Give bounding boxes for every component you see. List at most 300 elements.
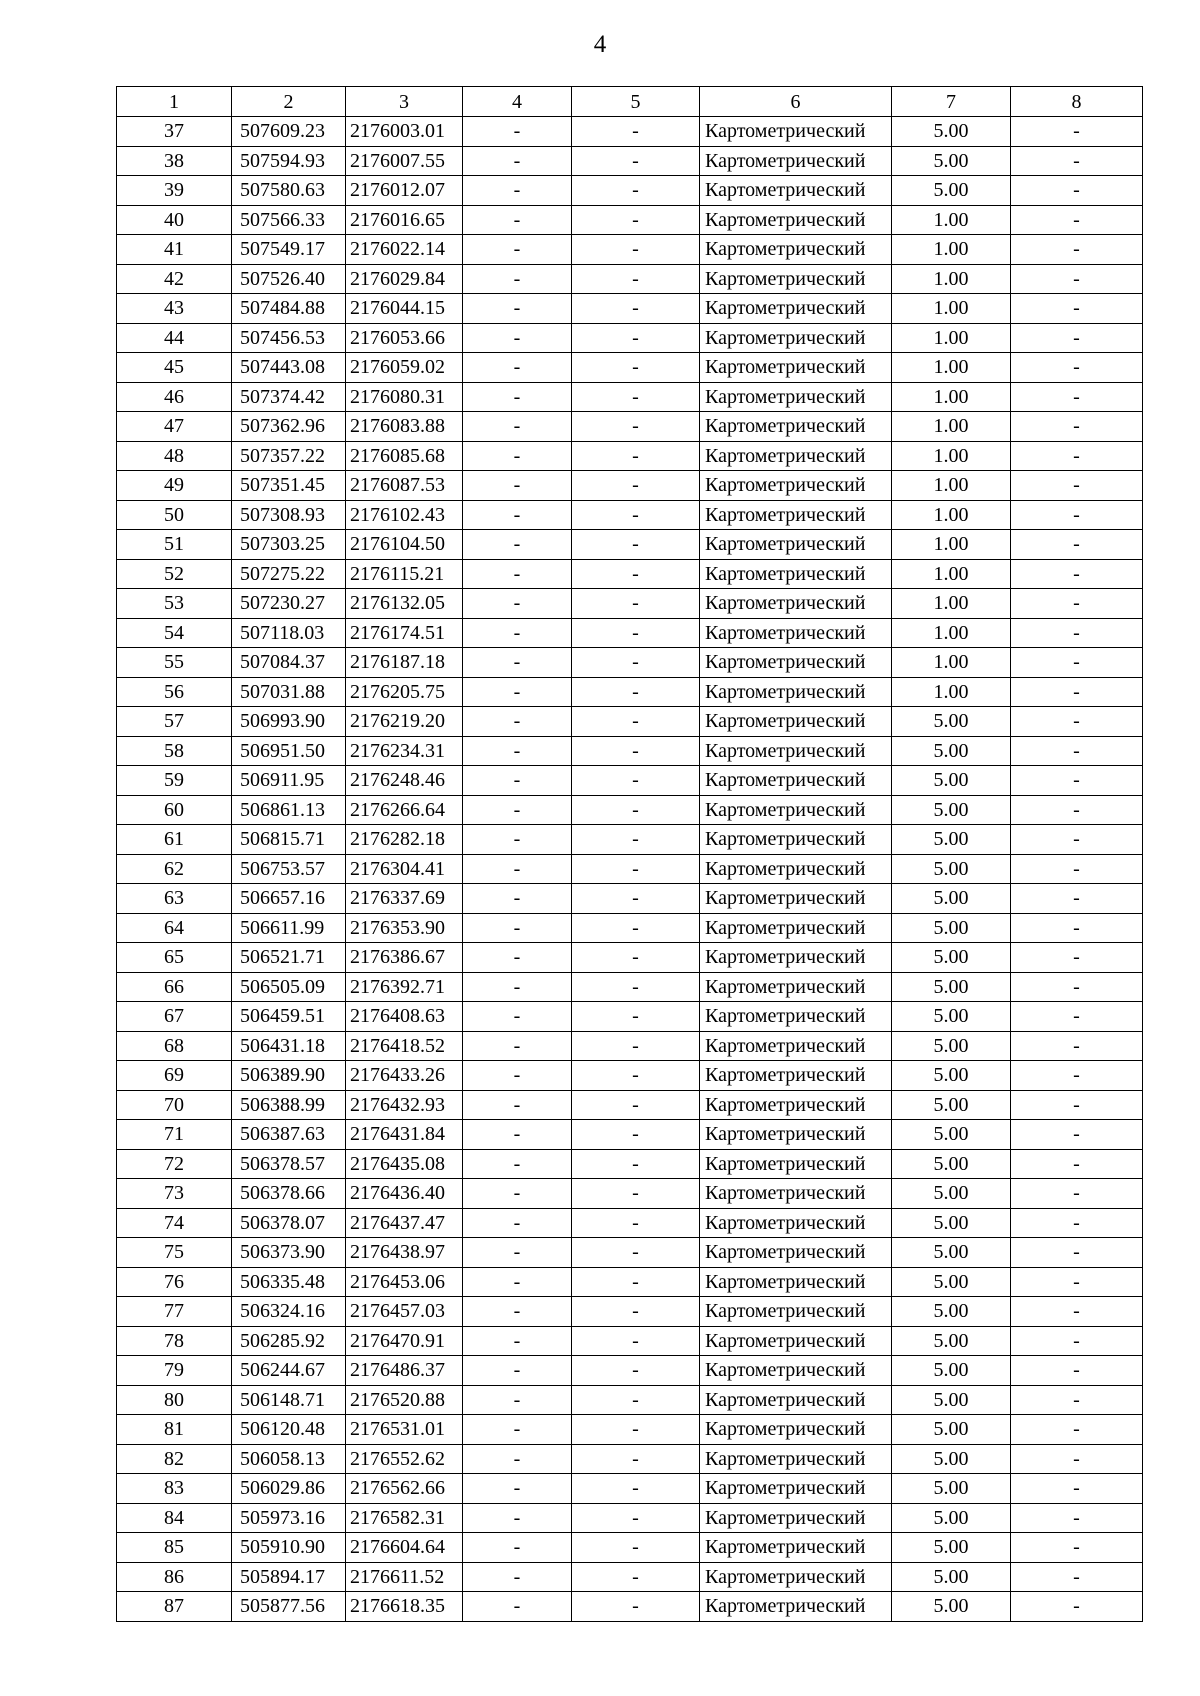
- column-8-cell: -: [1011, 795, 1143, 825]
- column-8-cell: -: [1011, 589, 1143, 619]
- column-5-cell: -: [572, 648, 700, 678]
- column-8-cell: -: [1011, 1415, 1143, 1445]
- y-coordinate-cell: 2176132.05: [346, 589, 463, 619]
- x-coordinate-cell: 507118.03: [232, 618, 346, 648]
- point-number-cell: 38: [117, 146, 232, 176]
- column-5-cell: -: [572, 677, 700, 707]
- column-5-cell: -: [572, 825, 700, 855]
- y-coordinate-cell: 2176059.02: [346, 353, 463, 383]
- column-8-cell: -: [1011, 825, 1143, 855]
- column-4-cell: -: [463, 1474, 572, 1504]
- table-row: [117, 500, 1143, 530]
- x-coordinate-cell: 507308.93: [232, 500, 346, 530]
- column-4-cell: -: [463, 736, 572, 766]
- method-cell: Картометрический: [700, 648, 892, 678]
- method-cell: Картометрический: [700, 500, 892, 530]
- column-8-cell: -: [1011, 1474, 1143, 1504]
- column-8-cell: -: [1011, 766, 1143, 796]
- y-coordinate-cell: 2176453.06: [346, 1267, 463, 1297]
- column-8-cell: -: [1011, 677, 1143, 707]
- accuracy-cell: 5.00: [892, 1208, 1011, 1238]
- point-number-cell: 54: [117, 618, 232, 648]
- accuracy-cell: 5.00: [892, 176, 1011, 206]
- method-cell: Картометрический: [700, 1061, 892, 1091]
- x-coordinate-cell: 505973.16: [232, 1503, 346, 1533]
- column-5-cell: -: [572, 884, 700, 914]
- x-coordinate-cell: 507580.63: [232, 176, 346, 206]
- point-number-cell: 65: [117, 943, 232, 973]
- table-row: [117, 707, 1143, 737]
- accuracy-cell: 5.00: [892, 1562, 1011, 1592]
- y-coordinate-cell: 2176029.84: [346, 264, 463, 294]
- column-5-cell: -: [572, 1592, 700, 1622]
- method-cell: Картометрический: [700, 1031, 892, 1061]
- column-8-cell: -: [1011, 854, 1143, 884]
- column-5-cell: -: [572, 1179, 700, 1209]
- table-row: [117, 441, 1143, 471]
- x-coordinate-cell: 505894.17: [232, 1562, 346, 1592]
- column-4-cell: -: [463, 1208, 572, 1238]
- column-8-cell: -: [1011, 1503, 1143, 1533]
- column-8-cell: -: [1011, 382, 1143, 412]
- accuracy-cell: 5.00: [892, 1238, 1011, 1268]
- column-5-cell: -: [572, 1533, 700, 1563]
- table-row: [117, 353, 1143, 383]
- x-coordinate-cell: 506753.57: [232, 854, 346, 884]
- point-number-cell: 70: [117, 1090, 232, 1120]
- method-cell: Картометрический: [700, 589, 892, 619]
- accuracy-cell: 5.00: [892, 1326, 1011, 1356]
- column-8-cell: -: [1011, 264, 1143, 294]
- method-cell: Картометрический: [700, 943, 892, 973]
- x-coordinate-cell: 506459.51: [232, 1002, 346, 1032]
- column-5-cell: -: [572, 1002, 700, 1032]
- column-5-cell: -: [572, 1238, 700, 1268]
- column-8-cell: -: [1011, 1592, 1143, 1622]
- column-8-cell: -: [1011, 205, 1143, 235]
- y-coordinate-cell: 2176431.84: [346, 1120, 463, 1150]
- column-5-cell: -: [572, 117, 700, 147]
- point-number-cell: 87: [117, 1592, 232, 1622]
- x-coordinate-cell: 507484.88: [232, 294, 346, 324]
- column-header: 8: [1011, 87, 1143, 117]
- x-coordinate-cell: 506388.99: [232, 1090, 346, 1120]
- column-4-cell: -: [463, 648, 572, 678]
- method-cell: Картометрический: [700, 1415, 892, 1445]
- accuracy-cell: 5.00: [892, 766, 1011, 796]
- point-number-cell: 74: [117, 1208, 232, 1238]
- column-5-cell: -: [572, 146, 700, 176]
- accuracy-cell: 1.00: [892, 677, 1011, 707]
- x-coordinate-cell: 506505.09: [232, 972, 346, 1002]
- column-8-cell: -: [1011, 648, 1143, 678]
- table-row: [117, 1061, 1143, 1091]
- column-5-cell: -: [572, 294, 700, 324]
- accuracy-cell: 1.00: [892, 471, 1011, 501]
- column-header: 4: [463, 87, 572, 117]
- column-4-cell: -: [463, 559, 572, 589]
- point-number-cell: 42: [117, 264, 232, 294]
- method-cell: Картометрический: [700, 235, 892, 265]
- method-cell: Картометрический: [700, 530, 892, 560]
- column-5-cell: -: [572, 618, 700, 648]
- column-4-cell: -: [463, 677, 572, 707]
- x-coordinate-cell: 506058.13: [232, 1444, 346, 1474]
- column-8-cell: -: [1011, 1356, 1143, 1386]
- column-4-cell: -: [463, 176, 572, 206]
- column-4-cell: -: [463, 825, 572, 855]
- y-coordinate-cell: 2176386.67: [346, 943, 463, 973]
- accuracy-cell: 5.00: [892, 707, 1011, 737]
- column-4-cell: -: [463, 766, 572, 796]
- method-cell: Картометрический: [700, 1562, 892, 1592]
- y-coordinate-cell: 2176392.71: [346, 972, 463, 1002]
- point-number-cell: 68: [117, 1031, 232, 1061]
- column-5-cell: -: [572, 766, 700, 796]
- y-coordinate-cell: 2176044.15: [346, 294, 463, 324]
- table-row: [117, 1090, 1143, 1120]
- column-5-cell: -: [572, 795, 700, 825]
- x-coordinate-cell: 506861.13: [232, 795, 346, 825]
- accuracy-cell: 1.00: [892, 648, 1011, 678]
- point-number-cell: 40: [117, 205, 232, 235]
- y-coordinate-cell: 2176085.68: [346, 441, 463, 471]
- table-row: [117, 1238, 1143, 1268]
- point-number-cell: 59: [117, 766, 232, 796]
- y-coordinate-cell: 2176436.40: [346, 1179, 463, 1209]
- column-4-cell: -: [463, 1267, 572, 1297]
- column-header: 5: [572, 87, 700, 117]
- column-4-cell: -: [463, 1179, 572, 1209]
- column-5-cell: -: [572, 205, 700, 235]
- accuracy-cell: 5.00: [892, 943, 1011, 973]
- method-cell: Картометрический: [700, 618, 892, 648]
- table-row: [117, 1385, 1143, 1415]
- column-8-cell: -: [1011, 736, 1143, 766]
- column-4-cell: -: [463, 264, 572, 294]
- y-coordinate-cell: 2176234.31: [346, 736, 463, 766]
- column-8-cell: -: [1011, 1238, 1143, 1268]
- column-4-cell: -: [463, 117, 572, 147]
- point-number-cell: 81: [117, 1415, 232, 1445]
- point-number-cell: 41: [117, 235, 232, 265]
- point-number-cell: 51: [117, 530, 232, 560]
- x-coordinate-cell: 507275.22: [232, 559, 346, 589]
- method-cell: Картометрический: [700, 1238, 892, 1268]
- column-5-cell: -: [572, 707, 700, 737]
- x-coordinate-cell: 507526.40: [232, 264, 346, 294]
- column-4-cell: -: [463, 412, 572, 442]
- accuracy-cell: 1.00: [892, 559, 1011, 589]
- method-cell: Картометрический: [700, 766, 892, 796]
- point-number-cell: 46: [117, 382, 232, 412]
- column-5-cell: -: [572, 353, 700, 383]
- y-coordinate-cell: 2176531.01: [346, 1415, 463, 1445]
- method-cell: Картометрический: [700, 1179, 892, 1209]
- column-8-cell: -: [1011, 1326, 1143, 1356]
- table-row: [117, 736, 1143, 766]
- method-cell: Картометрический: [700, 412, 892, 442]
- y-coordinate-cell: 2176552.62: [346, 1444, 463, 1474]
- y-coordinate-cell: 2176219.20: [346, 707, 463, 737]
- column-8-cell: -: [1011, 884, 1143, 914]
- point-number-cell: 37: [117, 117, 232, 147]
- x-coordinate-cell: 506911.95: [232, 766, 346, 796]
- y-coordinate-cell: 2176437.47: [346, 1208, 463, 1238]
- column-8-cell: -: [1011, 294, 1143, 324]
- column-4-cell: -: [463, 1415, 572, 1445]
- table-row: [117, 913, 1143, 943]
- method-cell: Картометрический: [700, 1120, 892, 1150]
- column-5-cell: -: [572, 176, 700, 206]
- accuracy-cell: 5.00: [892, 1592, 1011, 1622]
- column-4-cell: -: [463, 795, 572, 825]
- x-coordinate-cell: 505910.90: [232, 1533, 346, 1563]
- y-coordinate-cell: 2176022.14: [346, 235, 463, 265]
- table-row: [117, 1267, 1143, 1297]
- accuracy-cell: 1.00: [892, 294, 1011, 324]
- y-coordinate-cell: 2176353.90: [346, 913, 463, 943]
- column-4-cell: -: [463, 884, 572, 914]
- column-5-cell: -: [572, 1562, 700, 1592]
- x-coordinate-cell: 507303.25: [232, 530, 346, 560]
- table-row: [117, 1120, 1143, 1150]
- table-row: [117, 1326, 1143, 1356]
- point-number-cell: 77: [117, 1297, 232, 1327]
- column-4-cell: -: [463, 707, 572, 737]
- header-row: [117, 87, 1143, 117]
- column-5-cell: -: [572, 1326, 700, 1356]
- point-number-cell: 50: [117, 500, 232, 530]
- accuracy-cell: 5.00: [892, 1533, 1011, 1563]
- x-coordinate-cell: 506148.71: [232, 1385, 346, 1415]
- method-cell: Картометрический: [700, 972, 892, 1002]
- column-5-cell: -: [572, 1120, 700, 1150]
- y-coordinate-cell: 2176304.41: [346, 854, 463, 884]
- accuracy-cell: 5.00: [892, 1031, 1011, 1061]
- accuracy-cell: 1.00: [892, 412, 1011, 442]
- table-row: [117, 205, 1143, 235]
- y-coordinate-cell: 2176582.31: [346, 1503, 463, 1533]
- x-coordinate-cell: 507357.22: [232, 441, 346, 471]
- column-8-cell: -: [1011, 235, 1143, 265]
- table-row: [117, 1031, 1143, 1061]
- x-coordinate-cell: 506378.07: [232, 1208, 346, 1238]
- accuracy-cell: 1.00: [892, 382, 1011, 412]
- column-4-cell: -: [463, 1149, 572, 1179]
- column-4-cell: -: [463, 1385, 572, 1415]
- column-5-cell: -: [572, 559, 700, 589]
- point-number-cell: 63: [117, 884, 232, 914]
- table-row: [117, 618, 1143, 648]
- column-4-cell: -: [463, 323, 572, 353]
- table-row: [117, 146, 1143, 176]
- column-8-cell: -: [1011, 412, 1143, 442]
- y-coordinate-cell: 2176470.91: [346, 1326, 463, 1356]
- column-4-cell: -: [463, 1356, 572, 1386]
- y-coordinate-cell: 2176187.18: [346, 648, 463, 678]
- method-cell: Картометрический: [700, 1326, 892, 1356]
- y-coordinate-cell: 2176562.66: [346, 1474, 463, 1504]
- table-row: [117, 972, 1143, 1002]
- y-coordinate-cell: 2176174.51: [346, 618, 463, 648]
- point-number-cell: 61: [117, 825, 232, 855]
- point-number-cell: 82: [117, 1444, 232, 1474]
- table-row: [117, 677, 1143, 707]
- column-4-cell: -: [463, 471, 572, 501]
- accuracy-cell: 5.00: [892, 972, 1011, 1002]
- column-8-cell: -: [1011, 1297, 1143, 1327]
- method-cell: Картометрический: [700, 1592, 892, 1622]
- accuracy-cell: 5.00: [892, 884, 1011, 914]
- table-row: [117, 1592, 1143, 1622]
- table-row: [117, 1503, 1143, 1533]
- x-coordinate-cell: 507549.17: [232, 235, 346, 265]
- column-5-cell: -: [572, 1503, 700, 1533]
- x-coordinate-cell: 507031.88: [232, 677, 346, 707]
- x-coordinate-cell: 506373.90: [232, 1238, 346, 1268]
- point-number-cell: 80: [117, 1385, 232, 1415]
- column-5-cell: -: [572, 972, 700, 1002]
- point-number-cell: 84: [117, 1503, 232, 1533]
- column-4-cell: -: [463, 530, 572, 560]
- column-8-cell: -: [1011, 618, 1143, 648]
- column-4-cell: -: [463, 1562, 572, 1592]
- point-number-cell: 66: [117, 972, 232, 1002]
- x-coordinate-cell: 506993.90: [232, 707, 346, 737]
- column-4-cell: -: [463, 294, 572, 324]
- accuracy-cell: 5.00: [892, 117, 1011, 147]
- column-8-cell: -: [1011, 1090, 1143, 1120]
- method-cell: Картометрический: [700, 1002, 892, 1032]
- column-5-cell: -: [572, 382, 700, 412]
- point-number-cell: 60: [117, 795, 232, 825]
- accuracy-cell: 5.00: [892, 1149, 1011, 1179]
- column-4-cell: -: [463, 943, 572, 973]
- column-5-cell: -: [572, 235, 700, 265]
- method-cell: Картометрический: [700, 795, 892, 825]
- method-cell: Картометрический: [700, 1149, 892, 1179]
- method-cell: Картометрический: [700, 884, 892, 914]
- column-5-cell: -: [572, 1474, 700, 1504]
- method-cell: Картометрический: [700, 1090, 892, 1120]
- table-row: [117, 795, 1143, 825]
- column-5-cell: -: [572, 471, 700, 501]
- column-5-cell: -: [572, 323, 700, 353]
- point-number-cell: 67: [117, 1002, 232, 1032]
- column-8-cell: -: [1011, 500, 1143, 530]
- table-row: [117, 1474, 1143, 1504]
- column-8-cell: -: [1011, 530, 1143, 560]
- point-number-cell: 64: [117, 913, 232, 943]
- point-number-cell: 72: [117, 1149, 232, 1179]
- column-4-cell: -: [463, 1238, 572, 1268]
- y-coordinate-cell: 2176115.21: [346, 559, 463, 589]
- x-coordinate-cell: 507609.23: [232, 117, 346, 147]
- table-row: [117, 766, 1143, 796]
- accuracy-cell: 5.00: [892, 1267, 1011, 1297]
- x-coordinate-cell: 506324.16: [232, 1297, 346, 1327]
- point-number-cell: 52: [117, 559, 232, 589]
- table-row: [117, 559, 1143, 589]
- column-8-cell: -: [1011, 1444, 1143, 1474]
- table-row: [117, 1179, 1143, 1209]
- column-5-cell: -: [572, 1061, 700, 1091]
- point-number-cell: 53: [117, 589, 232, 619]
- table-row: [117, 117, 1143, 147]
- y-coordinate-cell: 2176435.08: [346, 1149, 463, 1179]
- method-cell: Картометрический: [700, 1208, 892, 1238]
- column-5-cell: -: [572, 854, 700, 884]
- method-cell: Картометрический: [700, 1385, 892, 1415]
- y-coordinate-cell: 2176432.93: [346, 1090, 463, 1120]
- table-row: [117, 943, 1143, 973]
- accuracy-cell: 1.00: [892, 530, 1011, 560]
- table-row: [117, 589, 1143, 619]
- column-4-cell: -: [463, 205, 572, 235]
- x-coordinate-cell: 506335.48: [232, 1267, 346, 1297]
- y-coordinate-cell: 2176604.64: [346, 1533, 463, 1563]
- x-coordinate-cell: 506951.50: [232, 736, 346, 766]
- table-row: [117, 412, 1143, 442]
- column-header: 6: [700, 87, 892, 117]
- column-8-cell: -: [1011, 1179, 1143, 1209]
- accuracy-cell: 1.00: [892, 353, 1011, 383]
- column-4-cell: -: [463, 146, 572, 176]
- method-cell: Картометрический: [700, 1533, 892, 1563]
- method-cell: Картометрический: [700, 825, 892, 855]
- point-number-cell: 85: [117, 1533, 232, 1563]
- column-4-cell: -: [463, 913, 572, 943]
- accuracy-cell: 5.00: [892, 1061, 1011, 1091]
- accuracy-cell: 5.00: [892, 1297, 1011, 1327]
- column-header: 1: [117, 87, 232, 117]
- y-coordinate-cell: 2176457.03: [346, 1297, 463, 1327]
- method-cell: Картометрический: [700, 382, 892, 412]
- method-cell: Картометрический: [700, 1356, 892, 1386]
- x-coordinate-cell: 506521.71: [232, 943, 346, 973]
- y-coordinate-cell: 2176438.97: [346, 1238, 463, 1268]
- point-number-cell: 55: [117, 648, 232, 678]
- table-row: [117, 825, 1143, 855]
- column-5-cell: -: [572, 1031, 700, 1061]
- column-5-cell: -: [572, 1267, 700, 1297]
- accuracy-cell: 1.00: [892, 589, 1011, 619]
- x-coordinate-cell: 506431.18: [232, 1031, 346, 1061]
- column-5-cell: -: [572, 589, 700, 619]
- table-row: [117, 1208, 1143, 1238]
- column-8-cell: -: [1011, 913, 1143, 943]
- column-8-cell: -: [1011, 1149, 1143, 1179]
- point-number-cell: 44: [117, 323, 232, 353]
- y-coordinate-cell: 2176337.69: [346, 884, 463, 914]
- accuracy-cell: 5.00: [892, 1356, 1011, 1386]
- column-8-cell: -: [1011, 471, 1143, 501]
- point-number-cell: 43: [117, 294, 232, 324]
- column-4-cell: -: [463, 972, 572, 1002]
- x-coordinate-cell: 507362.96: [232, 412, 346, 442]
- table-row: [117, 235, 1143, 265]
- x-coordinate-cell: 507230.27: [232, 589, 346, 619]
- column-5-cell: -: [572, 1385, 700, 1415]
- column-4-cell: -: [463, 1031, 572, 1061]
- y-coordinate-cell: 2176266.64: [346, 795, 463, 825]
- accuracy-cell: 1.00: [892, 441, 1011, 471]
- y-coordinate-cell: 2176418.52: [346, 1031, 463, 1061]
- accuracy-cell: 5.00: [892, 1179, 1011, 1209]
- method-cell: Картометрический: [700, 913, 892, 943]
- column-header: 3: [346, 87, 463, 117]
